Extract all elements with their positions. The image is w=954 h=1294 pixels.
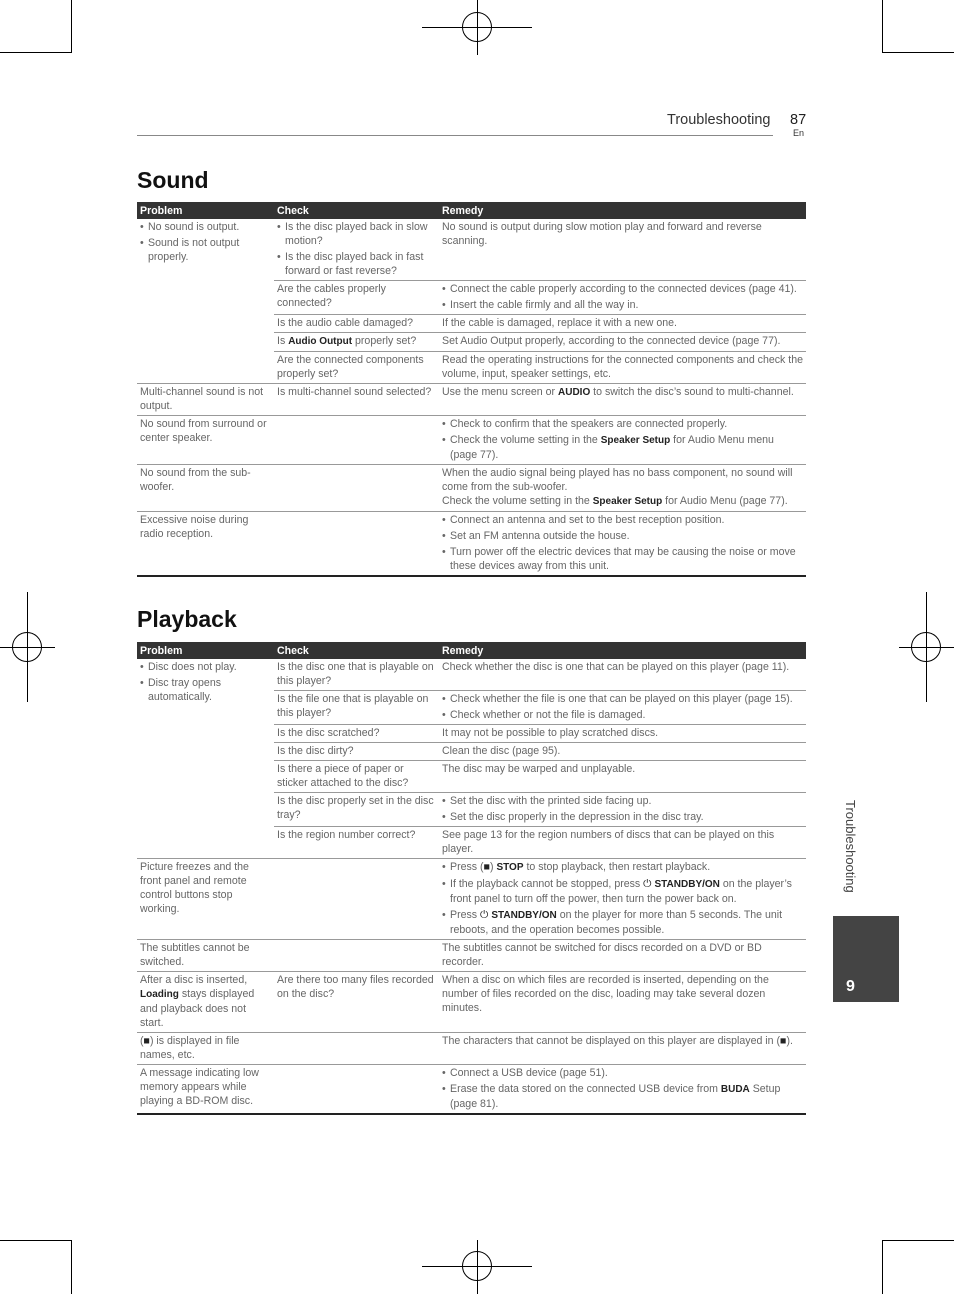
setting-name: Speaker Setup <box>600 435 671 446</box>
table-row <box>137 940 806 972</box>
remedy-cell: When a disc on which files are recorded is inserted, depending on the number of files recorded on the disc, loading may take several dozen minutes. <box>439 972 806 1033</box>
remedy-cell <box>439 859 806 940</box>
section-title-playback: Playback <box>137 606 237 632</box>
list-item <box>442 1082 803 1111</box>
crop-mark <box>0 52 72 53</box>
table-row <box>137 416 806 465</box>
button-name: STANDBY/ON <box>654 879 720 890</box>
check-cell <box>274 416 439 465</box>
list-item: • Is the disc played back in fast forward or fast reverse? <box>277 250 436 278</box>
check-cell: Is the audio cable damaged? <box>274 315 439 333</box>
remedy-cell <box>439 416 806 465</box>
problem-cell: Picture freezes and the front panel and remote control buttons stop working. <box>137 859 274 940</box>
problem-cell: The subtitles cannot be switched. <box>137 940 274 972</box>
table-row <box>137 465 806 512</box>
remedy-cell <box>439 465 806 512</box>
list-item: • Sound is not output properly. <box>140 236 271 264</box>
check-cell: Is the region number correct? <box>274 827 439 859</box>
registration-mark <box>462 1251 492 1281</box>
table-row <box>137 859 806 940</box>
remedy-cell: See page 13 for the region numbers of discs that can be played on this player. <box>439 827 806 859</box>
setting-name: Audio Output <box>288 336 353 347</box>
remedy-text: When the audio signal being played has no bass component, no sound will come from the sub-woofer. <box>442 467 793 493</box>
list-item: • Check whether or not the file is damaged. <box>442 708 803 722</box>
setting-name: Speaker Setup <box>592 496 663 507</box>
check-cell: Is the disc one that is playable on this player? <box>274 659 439 691</box>
list-item <box>442 877 803 906</box>
list-item <box>442 908 803 937</box>
text-run: properly set? <box>352 335 417 347</box>
col-problem: Problem <box>137 642 274 659</box>
list-item: • Connect the cable properly according to the connected devices (page 41). <box>442 282 803 296</box>
power-icon: ⏻ <box>480 909 489 921</box>
remedy-cell <box>439 281 806 315</box>
table-header-row <box>137 202 806 219</box>
list-item: • Disc tray opens automatically. <box>140 676 271 704</box>
remedy-cell: The disc may be warped and unplayable. <box>439 761 806 793</box>
remedy-cell <box>439 1065 806 1115</box>
text-run: for Audio Menu (page 77). <box>662 495 788 507</box>
list-item: • Insert the cable firmly and all the way in. <box>442 298 803 312</box>
running-header-title: Troubleshooting <box>667 112 771 128</box>
check-cell: Are there too many files recorded on the disc? <box>274 972 439 1033</box>
remedy-cell <box>439 512 806 577</box>
problem-cell: No sound from the sub-woofer. <box>137 465 274 512</box>
list-item: • Set the disc with the printed side facing up. <box>442 794 803 808</box>
problem-cell: A message indicating low memory appears while playing a BD-ROM disc. <box>137 1065 274 1115</box>
remedy-cell <box>439 691 806 725</box>
stop-icon: ■ <box>483 861 490 873</box>
check-cell <box>274 859 439 940</box>
check-cell: Are the connected components properly set? <box>274 352 439 384</box>
text-run: Check the volume setting in the <box>442 495 593 507</box>
text-run: to switch the disc’s sound to multi-channel. <box>590 386 794 398</box>
remedy-cell: No sound is output during slow motion play and forward and reverse scanning. <box>439 219 806 281</box>
list-item: • No sound is output. <box>140 220 271 234</box>
remedy-cell: The subtitles cannot be switched for discs recorded on a DVD or BD recorder. <box>439 940 806 972</box>
remedy-cell: If the cable is damaged, replace it with a new one. <box>439 315 806 333</box>
header-rule <box>137 135 773 136</box>
check-cell <box>274 512 439 577</box>
remedy-cell: Set Audio Output properly, according to the connected device (page 77). <box>439 333 806 352</box>
col-check: Check <box>274 202 439 219</box>
text-run: on the player’s front panel to turn off the power, then turn the power back on. <box>450 878 792 905</box>
check-cell: Is the disc dirty? <box>274 743 439 761</box>
remedy-text <box>442 494 803 509</box>
list-item: • Check to confirm that the speakers are connected properly. <box>442 417 803 431</box>
section-title-sound: Sound <box>137 167 209 193</box>
check-cell: Is multi-channel sound selected? <box>274 384 439 416</box>
sound-table <box>137 202 806 577</box>
check-cell <box>274 465 439 512</box>
table-row <box>137 972 806 1033</box>
list-item: • Connect an antenna and set to the best reception position. <box>442 513 803 527</box>
status-text: Loading <box>140 989 179 1000</box>
list-item <box>442 860 803 875</box>
text-run: Erase the data stored on the connected USB device from <box>450 1083 721 1095</box>
table-row <box>137 1033 806 1065</box>
text-run: Check the volume setting in the <box>450 434 601 446</box>
page-number: 87 <box>790 112 807 128</box>
button-name: AUDIO <box>558 387 591 398</box>
remedy-cell: Check whether the disc is one that can be played on this player (page 11). <box>439 659 806 691</box>
check-cell <box>274 219 439 281</box>
text-run: Use the menu screen or <box>442 386 558 398</box>
registration-mark <box>911 632 941 662</box>
remedy-cell: Read the operating instructions for the connected components and check the volume, input, speaker settings, etc. <box>439 352 806 384</box>
text-run: ) is displayed in file names, etc. <box>140 1035 240 1061</box>
text-run: Press <box>450 909 481 921</box>
square-icon: ■ <box>143 1035 150 1047</box>
problem-cell <box>137 1033 274 1065</box>
side-section-label: Troubleshooting <box>843 800 858 893</box>
setting-name: BUDA <box>720 1084 750 1095</box>
chapter-number: 9 <box>846 978 855 995</box>
check-cell: Is there a piece of paper or sticker attached to the disc? <box>274 761 439 793</box>
crop-mark <box>882 1240 883 1294</box>
check-cell <box>274 1033 439 1065</box>
check-cell: Is the file one that is playable on this player? <box>274 691 439 725</box>
text-run: on the player for more than 5 seconds. The unit reboots, and the operation becomes possible. <box>450 909 783 936</box>
problem-cell: No sound from surround or center speaker. <box>137 416 274 465</box>
crop-mark <box>882 52 954 53</box>
text-run: After a disc is inserted, <box>140 974 248 986</box>
table-row <box>137 512 806 577</box>
button-name: STOP <box>496 862 524 873</box>
text-run: to stop playback, then restart playback. <box>523 861 711 873</box>
text-run: for Audio Menu menu (page 77). <box>450 434 774 461</box>
table-row <box>137 1065 806 1115</box>
list-item: • Connect a USB device (page 51). <box>442 1066 803 1080</box>
table-row <box>137 659 806 691</box>
crop-mark <box>882 0 883 52</box>
text-run: Is <box>277 335 289 347</box>
check-cell: Is the disc properly set in the disc tray? <box>274 793 439 827</box>
text-run: Setup (page 81). <box>450 1083 781 1110</box>
crop-mark <box>0 1240 72 1241</box>
playback-table <box>137 642 806 1115</box>
col-remedy: Remedy <box>439 202 806 219</box>
power-icon: ⏻ <box>643 878 652 890</box>
text-run: The characters that cannot be displayed on this player are displayed in ( <box>442 1035 781 1047</box>
check-cell: Are the cables properly connected? <box>274 281 439 315</box>
registration-mark <box>12 632 42 662</box>
remedy-cell <box>439 793 806 827</box>
table-row <box>137 384 806 416</box>
list-item <box>442 433 803 462</box>
chapter-tab <box>833 916 899 1002</box>
crop-mark <box>882 1240 954 1241</box>
check-cell <box>274 333 439 352</box>
language-code: En <box>793 128 805 138</box>
list-item: • Disc does not play. <box>140 660 271 674</box>
text-run: stays displayed and playback does not start. <box>140 988 255 1029</box>
check-cell <box>274 1065 439 1115</box>
registration-mark <box>462 12 492 42</box>
text-run: Press ( <box>450 861 484 873</box>
text-run: ( <box>140 1035 144 1047</box>
problem-cell: Multi-channel sound is not output. <box>137 384 274 416</box>
button-name: STANDBY/ON <box>491 910 557 921</box>
check-cell <box>274 940 439 972</box>
col-problem: Problem <box>137 202 274 219</box>
square-icon: ■ <box>780 1035 787 1047</box>
problem-cell <box>137 219 274 384</box>
remedy-cell: Clean the disc (page 95). <box>439 743 806 761</box>
problem-cell <box>137 972 274 1033</box>
problem-cell: Excessive noise during radio reception. <box>137 512 274 577</box>
list-item: • Is the disc played back in slow motion? <box>277 220 436 248</box>
problem-cell <box>137 659 274 859</box>
remedy-cell <box>439 384 806 416</box>
list-item: • Set the disc properly in the depression in the disc tray. <box>442 810 803 824</box>
check-cell: Is the disc scratched? <box>274 725 439 743</box>
text-run: ) <box>489 861 497 873</box>
list-item: • Check whether the file is one that can be played on this player (page 15). <box>442 692 803 706</box>
table-header-row <box>137 642 806 659</box>
crop-mark <box>71 1240 72 1294</box>
list-item: • Set an FM antenna outside the house. <box>442 529 803 543</box>
col-check: Check <box>274 642 439 659</box>
col-remedy: Remedy <box>439 642 806 659</box>
text-run: ). <box>786 1035 793 1047</box>
list-item: • Turn power off the electric devices that may be causing the noise or move these devices away from this unit. <box>442 545 803 573</box>
remedy-cell: It may not be possible to play scratched discs. <box>439 725 806 743</box>
remedy-cell <box>439 1033 806 1065</box>
table-row <box>137 219 806 281</box>
text-run: If the playback cannot be stopped, press <box>450 878 644 890</box>
crop-mark <box>71 0 72 52</box>
